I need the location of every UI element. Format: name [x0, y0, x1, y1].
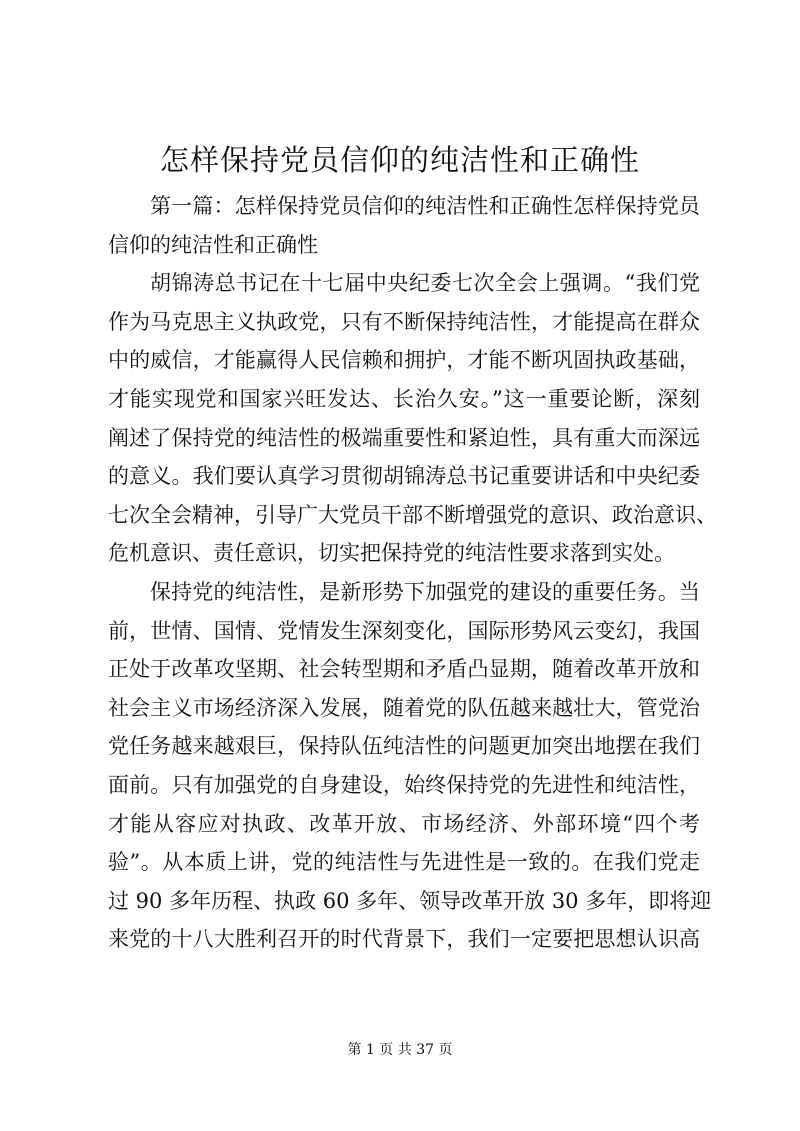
text-line: 作为马克思主义执政党，只有不断保持纯洁性，才能提高在群众: [108, 309, 700, 334]
page-footer: 第 1 页 共 37 页: [347, 1042, 453, 1058]
text-line: 来党的十八大胜利召开的时代背景下，我们一定要把思想认识高: [108, 927, 700, 952]
text-line: 第一篇：怎样保持党员信仰的纯洁性和正确性怎样保持党员: [150, 194, 700, 218]
text-line: 验”。从本质上讲，党的纯洁性与先进性是一致的。在我们党走: [108, 850, 700, 875]
text-line: 保持党的纯洁性，是新形势下加强党的建设的重要任务。当: [150, 579, 700, 604]
text-line: 阐述了保持党的纯洁性的极端重要性和紧迫性，具有重大而深远: [108, 425, 700, 450]
text-line: 危机意识、责任意识，切实把保持党的纯洁性要求落到实处。: [108, 541, 675, 566]
text-line: 才能从容应对执政、改革开放、市场经济、外部环境“四个考: [108, 811, 700, 836]
document-title: 怎样保持党员信仰的纯洁性和正确性: [159, 143, 640, 177]
text-line: 中的威信，才能赢得人民信赖和拥护，才能不断巩固执政基础，: [108, 348, 700, 373]
text-line: 社会主义市场经济深入发展，随着党的队伍越来越壮大，管党治: [108, 695, 700, 720]
text-line: 面前。只有加强党的自身建设，始终保持党的先进性和纯洁性，: [108, 772, 700, 797]
text-line: 的意义。我们要认真学习贯彻胡锦涛总书记重要讲话和中央纪委: [108, 464, 700, 489]
text-line: 胡锦涛总书记在十七届中央纪委七次全会上强调。“我们党: [150, 271, 700, 296]
document-body: [108, 187, 717, 959]
text-line: 信仰的纯洁性和正确性: [108, 232, 318, 257]
text-line: 正处于改革攻坚期、社会转型期和矛盾凸显期，随着改革开放和: [108, 657, 700, 682]
text-line: 过 90 多年历程、执政 60 多年、领导改革开放 30 多年，即将迎: [108, 888, 712, 913]
text-line: 才能实现党和国家兴旺发达、长治久安。”这一重要论断，深刻: [108, 386, 700, 411]
text-line: 七次全会精神，引导广大党员干部不断增强党的意识、政治意识、: [108, 502, 717, 527]
text-line: 党任务越来越艰巨，保持队伍纯洁性的问题更加突出地摆在我们: [108, 734, 700, 759]
text-line: 前，世情、国情、党情发生深刻变化，国际形势风云变幻，我国: [108, 618, 700, 643]
